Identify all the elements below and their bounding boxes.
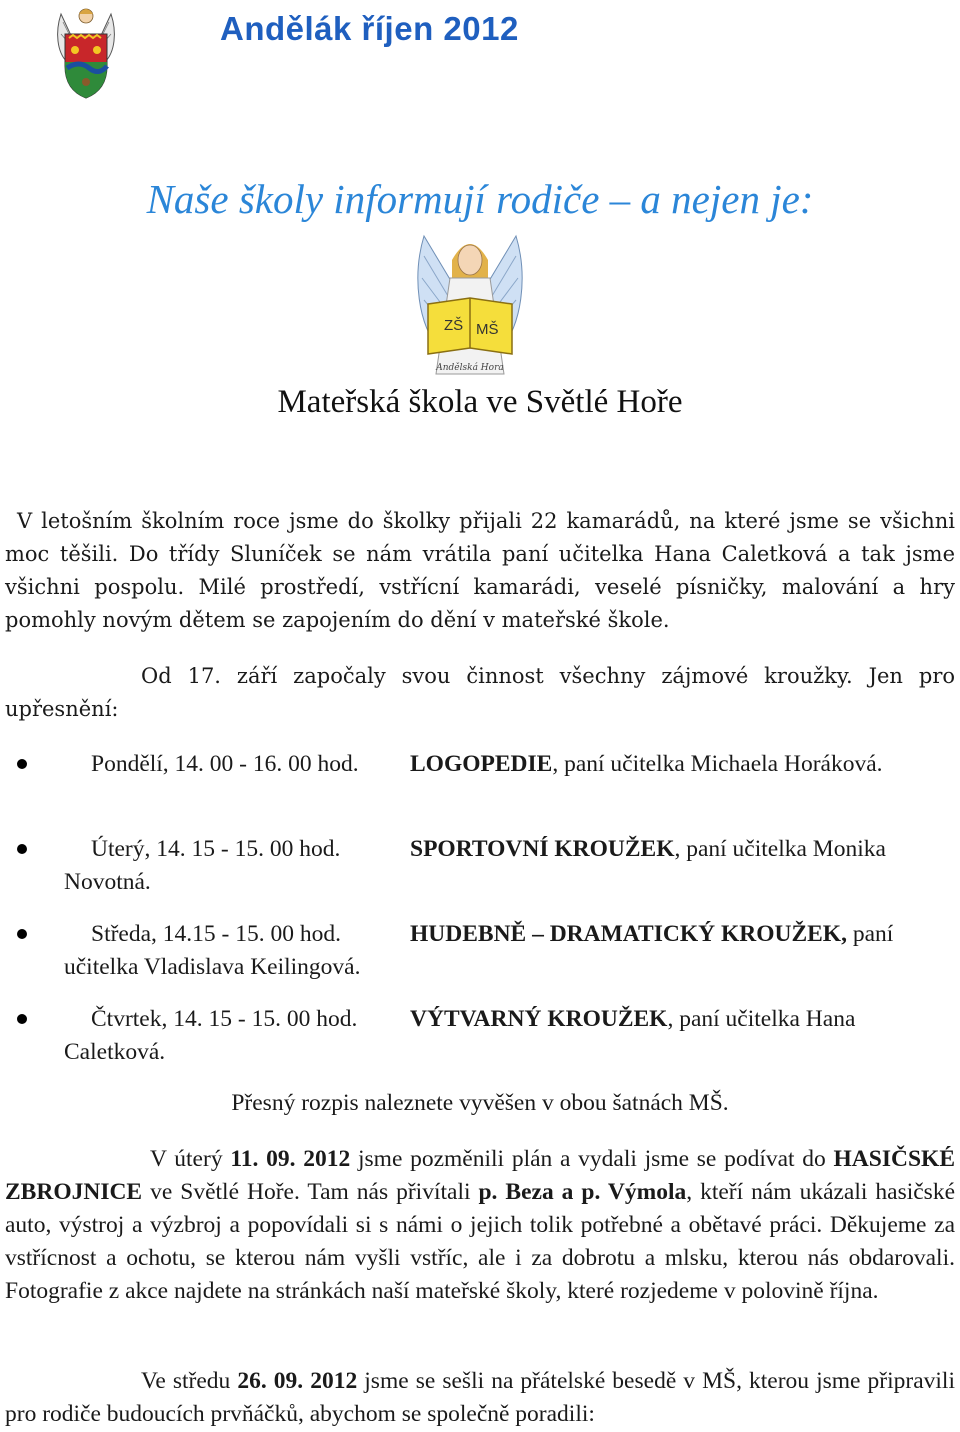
logo-text-zs: ZŠ bbox=[444, 317, 464, 334]
bullet-icon bbox=[17, 844, 27, 854]
club-day: Úterý, 14. 15 - 15. 00 hod. bbox=[91, 836, 341, 862]
text-run: jsme se sešli na přátelské besedě v MŠ, kterou jsme připravili pro rodiče budoucích prvňáčků, abychom se společně poradili: bbox=[5, 1368, 955, 1427]
club-item-music-drama bbox=[0, 918, 914, 984]
club-day: Středa, 14.15 - 15. 00 hod. bbox=[91, 921, 341, 947]
visit-date: 11. 09. 2012 bbox=[230, 1146, 351, 1172]
club-name: VÝTVARNÝ KROUŽEK bbox=[410, 1006, 668, 1032]
club-teacher: , paní učitelka Michaela Horáková. bbox=[552, 751, 883, 777]
text-run: Ve středu bbox=[141, 1368, 238, 1394]
school-name-heading: Mateřská škola ve Světlé Hoře bbox=[277, 384, 683, 420]
club-teacher: , paní učitelka Hana Caletková. bbox=[64, 1006, 856, 1065]
schedule-note: Přesný rozpis naleznete vyvěšen v obou šatnách MŠ. bbox=[231, 1090, 729, 1116]
school-angel-logo bbox=[414, 226, 526, 378]
text-run: , kteří nám ukázali hasičské auto, výstroj a výzbroj a popovídali si s námi o jejich tolik potřebné a obětavé práci. Děkujeme za vstřícnost a ochotu, se kterou nám vyšli vstříc, ale i za dobrotu a mlsku, kterou nás obdarovali. Fotografie z akce najdete na stránkách naší mateřské školy, které rozjedeme v polovině října. bbox=[5, 1179, 956, 1304]
club-teacher: , paní učitelka Monika Novotná. bbox=[64, 836, 886, 895]
logo-text-ms: MŠ bbox=[476, 321, 499, 338]
hosts: p. Beza a p. Výmola bbox=[478, 1179, 687, 1205]
club-day: Pondělí, 14. 00 - 16. 00 hod. bbox=[91, 751, 359, 777]
bullet-icon bbox=[17, 759, 27, 769]
visit-place: HASIČSKÉ ZBROJNICE bbox=[5, 1146, 955, 1205]
bullet-icon bbox=[17, 929, 27, 939]
section-heading: Naše školy informují rodiče – a nejen je: bbox=[146, 176, 814, 222]
club-item-logopedie bbox=[0, 748, 914, 814]
club-teacher: paní učitelka Vladislava Keilingová. bbox=[64, 921, 894, 980]
club-name: SPORTOVNÍ KROUŽEK bbox=[410, 836, 675, 862]
text-run: ve Světlé Hoře. Tam nás přivítali bbox=[142, 1179, 479, 1205]
bullet-icon bbox=[17, 1014, 27, 1024]
intro-paragraph: V letošním školním roce jsme do školky přijali 22 kamarádů, na které jsme se všichni moc těšili. Do třídy Sluníček se nám vrátila paní učitelka Hana Caletková a tak jsme všichni pospolu. Milé prostředí, vstřícní kamarádi, veselé písničky, malování a hry pomohly novým dětem se zapojením do dění v mateřské škole. bbox=[5, 509, 955, 632]
text-run: jsme pozměnili plán a vydali jsme se podívat do bbox=[350, 1146, 834, 1172]
text-run: V úterý bbox=[150, 1146, 231, 1172]
clubs-list bbox=[0, 748, 960, 1088]
club-item-sport bbox=[0, 833, 914, 899]
club-item-art bbox=[0, 1003, 914, 1069]
meeting-date: 26. 09. 2012 bbox=[237, 1368, 358, 1394]
coat-of-arms-logo bbox=[55, 4, 117, 100]
fire-station-paragraph bbox=[5, 1143, 955, 1308]
meeting-paragraph bbox=[5, 1365, 955, 1431]
newsletter-title: Andělák říjen 2012 bbox=[220, 10, 519, 47]
clubs-intro-paragraph: Od 17. září započaly svou činnost všechny zájmové kroužky. Jen pro upřesnění: bbox=[5, 664, 955, 721]
club-day: Čtvrtek, 14. 15 - 15. 00 hod. bbox=[91, 1006, 358, 1032]
logo-caption: Andělská Hora bbox=[436, 363, 504, 373]
club-name: HUDEBNĚ – DRAMATICKÝ KROUŽEK, bbox=[410, 921, 847, 947]
club-name: LOGOPEDIE bbox=[410, 751, 553, 777]
